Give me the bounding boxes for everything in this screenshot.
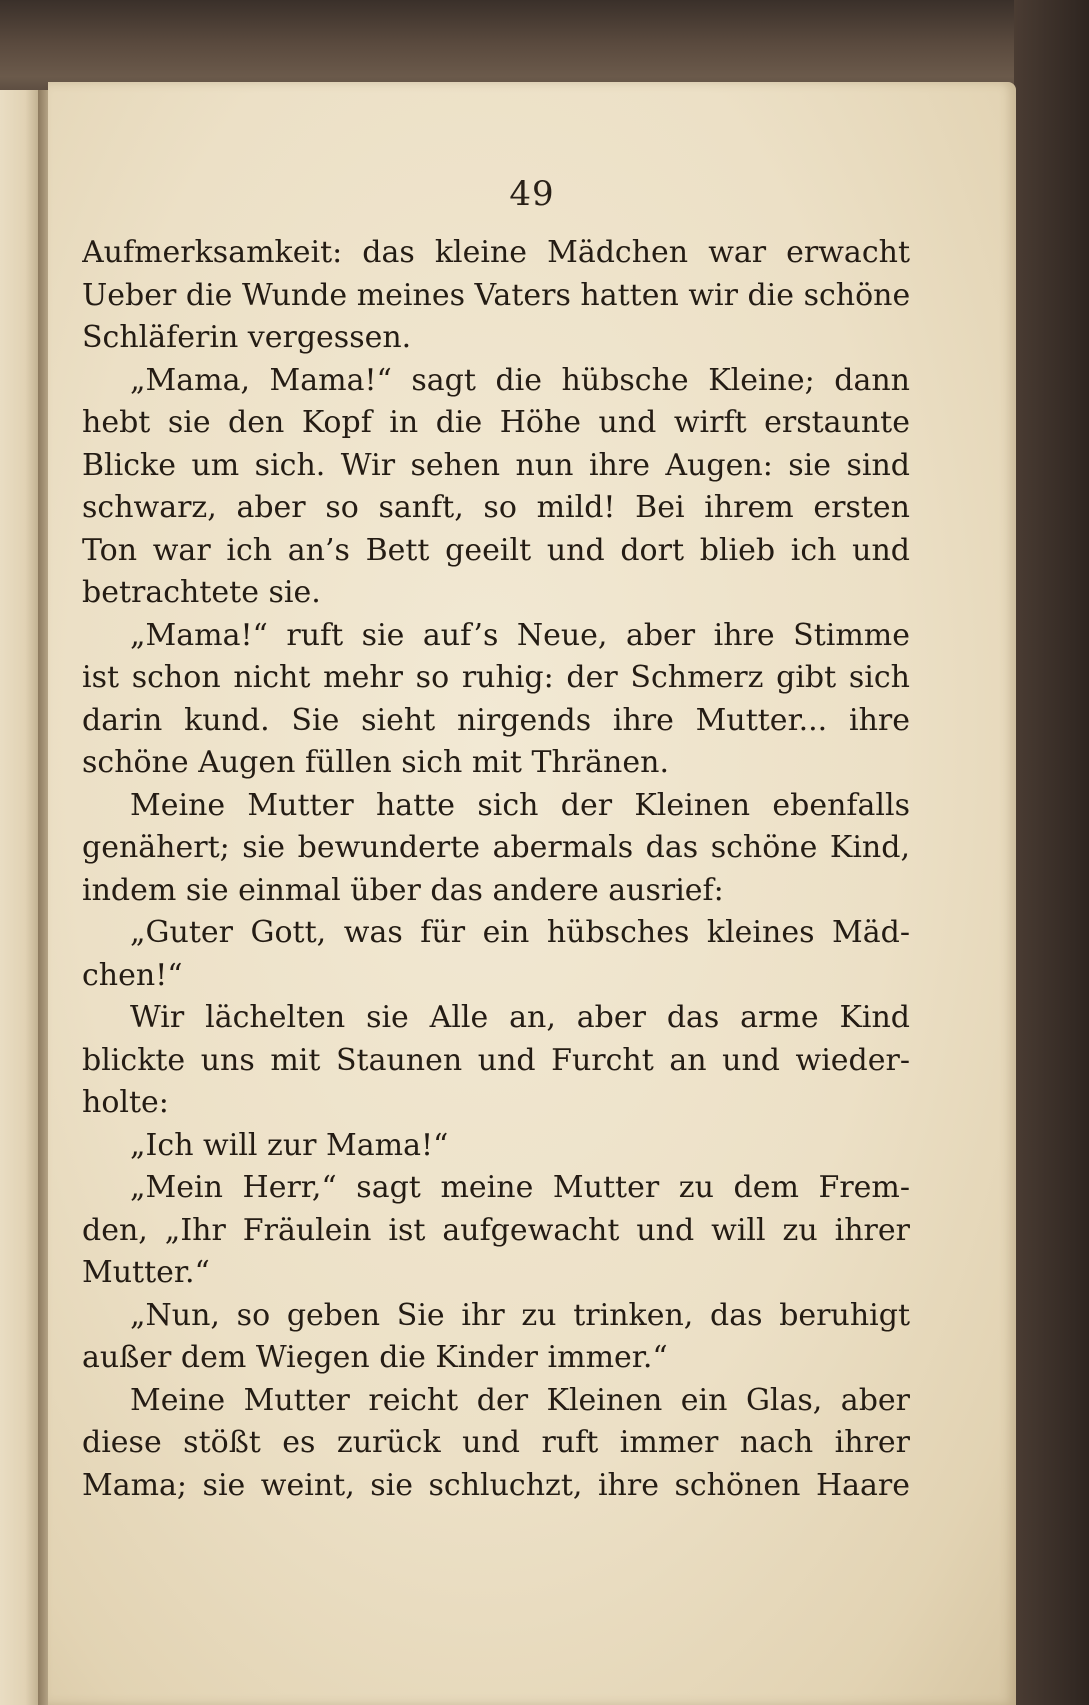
text-line: Mutter.“ (82, 1255, 210, 1290)
text-line: holte: (82, 1085, 169, 1120)
text-line: blickte uns mit Staunen und Furcht an und wieder- (82, 1042, 910, 1078)
text-line: betrachtete sie. (82, 575, 321, 610)
text-line: Aufmerksamkeit: das kleine Mädchen war erwacht (82, 235, 910, 270)
text-line: Wir lächelten sie Alle an, aber das arme Kind (130, 1000, 910, 1035)
text-line: genähert; sie bewunderte abermals das schöne Kind, (82, 830, 910, 865)
text-line: Ueber die Wunde meines Vaters hatten wir die schöne (82, 277, 910, 313)
text-line: „Mama, Mama!“ sagt die hübsche Kleine; dann (130, 362, 910, 398)
text-line: diese stößt es zurück und ruft immer nach ihrer (82, 1425, 910, 1460)
text-line: indem sie einmal über das andere ausrief: (82, 872, 724, 908)
text-line: Meine Mutter hatte sich der Kleinen ebenfalls (130, 787, 910, 823)
book-page (48, 82, 1016, 1705)
text-line: chen!“ (82, 957, 183, 993)
page-number: 49 (509, 174, 555, 214)
text-line: schöne Augen füllen sich mit Thränen. (82, 745, 669, 780)
text-line: „Mama!“ ruft sie auf’s Neue, aber ihre Stimme (130, 617, 910, 653)
book-cover-right-edge (1014, 0, 1089, 1705)
text-line: „Ich will zur Mama!“ (130, 1127, 449, 1163)
text-line: Meine Mutter reicht der Kleinen ein Glas, aber (130, 1382, 910, 1418)
text-line: hebt sie den Kopf in die Höhe und wirft erstaunte (82, 405, 910, 440)
text-line: „Guter Gott, was für ein hübsches kleines Mäd- (130, 915, 910, 950)
text-line: „Mein Herr,“ sagt meine Mutter zu dem Frem- (130, 1170, 910, 1205)
text-line: den, „Ihr Fräulein ist aufgewacht und will zu ihrer (82, 1212, 910, 1248)
facing-page-edge (0, 90, 42, 1705)
text-line: darin kund. Sie sieht nirgends ihre Mutter... ihre (82, 702, 910, 738)
text-line: schwarz, aber so sanft, so mild! Bei ihrem ersten (82, 490, 910, 525)
text-line: außer dem Wiegen die Kinder immer.“ (82, 1340, 668, 1375)
text-line: „Nun, so geben Sie ihr zu trinken, das beruhigt (130, 1297, 910, 1333)
page-text-body (82, 232, 910, 1507)
text-line: Schläferin vergessen. (82, 320, 412, 355)
text-line: Mama; sie weint, sie schluchzt, ihre schönen Haare (82, 1467, 910, 1503)
text-line: Ton war ich an’s Bett geeilt und dort blieb ich und (82, 532, 910, 568)
text-line: Blicke um sich. Wir sehen nun ihre Augen: sie sind (82, 447, 910, 483)
text-line: ist schon nicht mehr so ruhig: der Schmerz gibt sich (82, 660, 910, 695)
